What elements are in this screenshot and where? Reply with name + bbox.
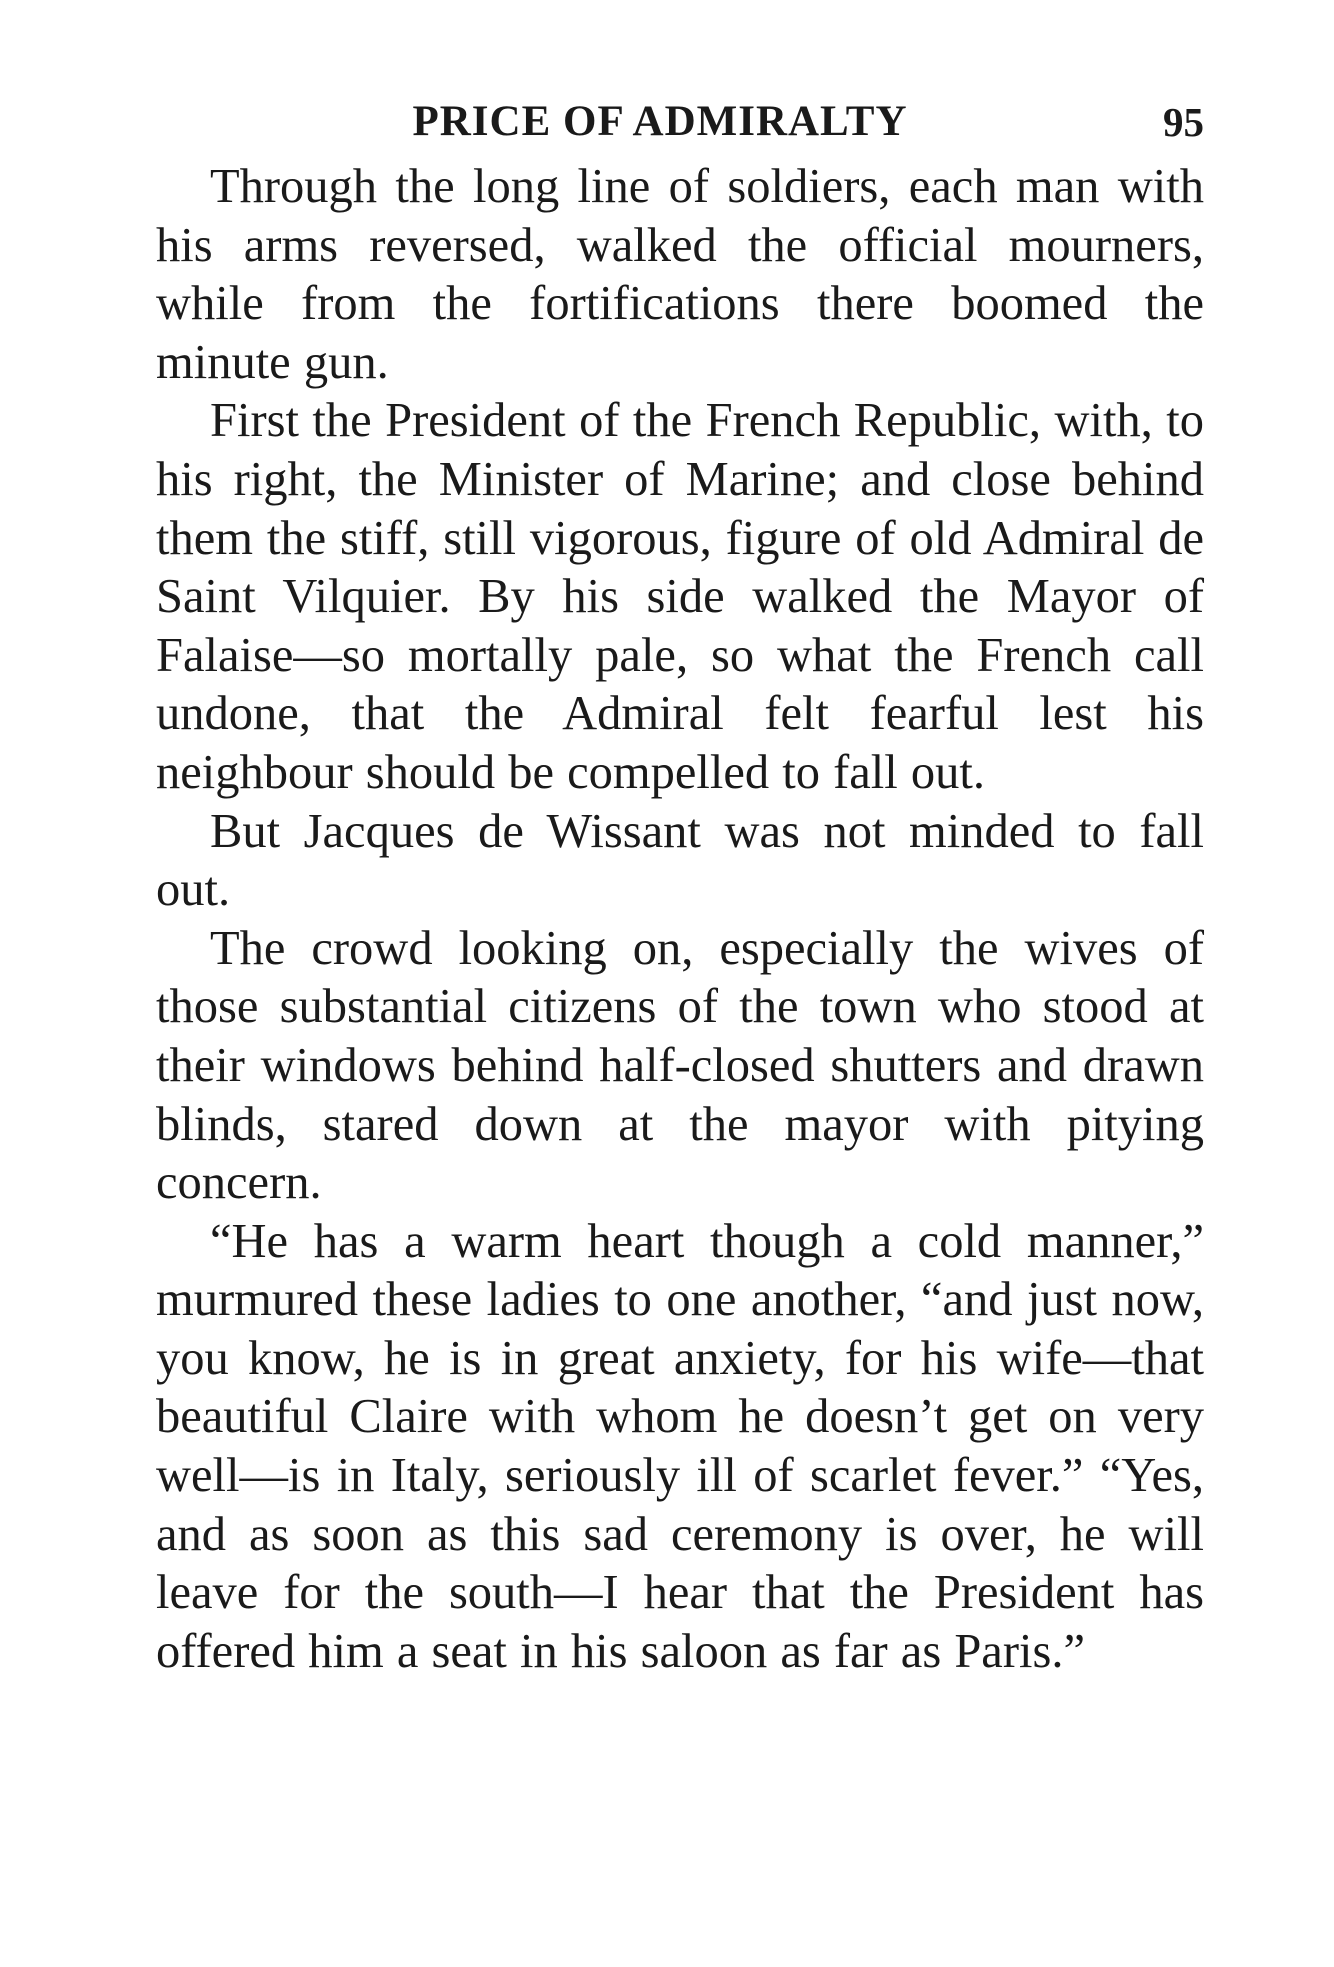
paragraph-4: The crowd looking on, especially the wives of those substantial citizens of the town who stood at their windows behind half-closed shutters and drawn blinds, stared down at the mayor with pitying concern. xyxy=(156,921,1204,1210)
running-title: PRICE OF ADMIRALTY xyxy=(412,98,908,145)
body-text xyxy=(156,158,1204,1681)
paragraph-5: “He has a warm heart though a cold manner,” murmured these ladies to one another, “and just now, you know, he is in great anxiety, for his wife—that beautiful Claire with whom he doesn’t get on very well—is in Italy, seriously ill of scarlet fever.” “Yes, and as soon as this sad ceremony is over, he will leave for the south—I hear that the President has offered him a seat in his saloon as far as Paris.” xyxy=(156,1214,1204,1678)
page-number: 95 xyxy=(1163,99,1204,145)
paragraph-2: First the President of the French Republic, with, to his right, the Minister of Marine; and close behind them the stiff, still vigorous, figure of old Admiral de Saint Vilquier. By his side walked the Mayor of Falaise—so mortally pale, so what the French call undone, that the Admiral felt fearful lest his neighbour should be compelled to fall out. xyxy=(156,394,1204,799)
running-head xyxy=(156,92,1204,152)
paragraph-1: Through the long line of soldiers, each man with his arms reversed, walked the official mourners, while from the fortifications there boomed the minute gun. xyxy=(156,160,1204,389)
paragraph-3: But Jacques de Wissant was not minded to fall out. xyxy=(156,804,1204,917)
